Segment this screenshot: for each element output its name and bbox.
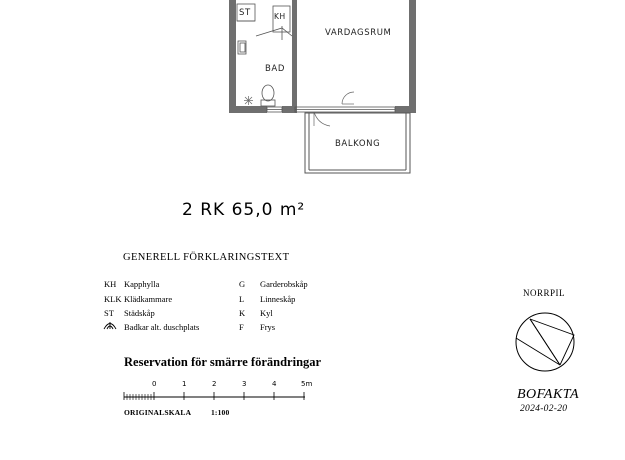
legend-text: Linneskåp: [260, 294, 296, 304]
north-arrow-icon: [514, 311, 576, 373]
north-arrow-label: NORRPIL: [523, 288, 566, 298]
bathtub-symbol-icon: [103, 320, 117, 330]
legend-text: Badkar alt. duschplats: [124, 322, 200, 332]
legend-abbr: K: [239, 308, 246, 318]
scale-tick-label: 1: [182, 380, 187, 388]
floor-plan: [0, 0, 625, 185]
original-scale-label: ORIGINALSKALA: [124, 408, 191, 417]
room-label-kh: KH: [274, 12, 286, 21]
legend-abbr: KH: [104, 279, 117, 289]
legend-text: Frys: [260, 322, 276, 332]
legend-abbr: F: [239, 322, 244, 332]
legend-abbr: G: [239, 279, 246, 289]
room-label-balkong: BALKONG: [335, 139, 381, 149]
legend-abbr: ST: [104, 308, 114, 318]
legend-title: GENERELL FÖRKLARINGSTEXT: [123, 252, 290, 263]
scale-tick-label: 0: [152, 380, 157, 388]
legend-text: Kyl: [260, 308, 273, 318]
scale-tick-label: 3: [242, 380, 247, 388]
legend-text: Garderobskåp: [260, 279, 308, 289]
scale-tick-label: 2: [212, 380, 217, 388]
wall-left: [229, 0, 236, 113]
scale-bar: [120, 389, 315, 403]
floor-plan-drawing: [0, 0, 625, 185]
legend-abbr: L: [239, 294, 245, 304]
wall-right: [409, 0, 416, 113]
wall-bottom-left: [229, 106, 267, 113]
room-label-vardagsrum: VARDAGSRUM: [325, 28, 392, 38]
reservation-note: Reservation för smärre förändringar: [124, 355, 322, 369]
legend-text: Klädkammare: [124, 294, 173, 304]
brand-name: BOFAKTA: [517, 387, 580, 402]
room-label-bad: BAD: [265, 64, 285, 74]
toilet: [261, 85, 275, 106]
legend-abbr: KLK: [104, 294, 122, 304]
legend-text: Kapphylla: [124, 279, 160, 289]
apartment-area: 2 RK 65,0 m²: [182, 200, 306, 220]
scale-tick-label: 5m: [301, 380, 313, 388]
original-scale: [124, 408, 229, 417]
brand-date: 2024-02-20: [520, 404, 568, 414]
room-label-st: ST: [239, 8, 251, 18]
legend-text: Städskåp: [124, 308, 155, 318]
original-scale-ratio: 1:100: [210, 408, 230, 417]
scale-tick-label: 4: [272, 380, 277, 388]
